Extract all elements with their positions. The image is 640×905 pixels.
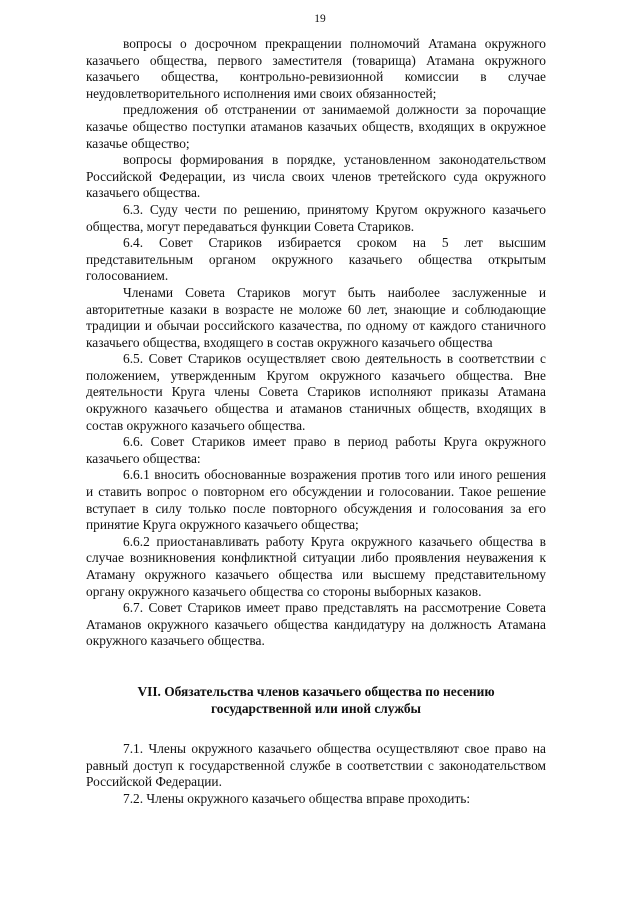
section-heading xyxy=(86,684,546,717)
paragraph: вопросы о досрочном прекращении полномочий Атамана окружного казачьего общества, первого заместителя (товарища) Атамана окружного казачьего общества, контрольно-ревизионной комиссии в случае неудовлетворительного исполнения ими своих обязанностей; xyxy=(86,36,546,101)
page-number: 19 xyxy=(314,13,326,25)
paragraph: 6.6.1 вносить обоснованные возражения против того или иного решения и ставить вопрос о повторном его обсуждении и голосовании. Такое решение вступает в силу только после повторного обсуждения и голосования за его принятие Круга окружного казачьего общества; xyxy=(86,467,546,533)
paragraph: 6.3. Суду чести по решению, принятому Кругом окружного казачьего общества, могут передаваться функции Совета Стариков. xyxy=(86,201,546,234)
paragraph: 6.6.2 приостанавливать работу Круга окружного казачьего общества в случае возникновения конфликтной ситуации либо проявления неуважения к Атаману окружного казачьего общества или высшему представительному органу окружного казачьего общества со стороны выборных казаков. xyxy=(86,533,546,599)
section-heading-line: государственной или иной службы xyxy=(211,700,421,716)
paragraph: 6.5. Совет Стариков осуществляет свою деятельность в соответствии с положением, утвержденным Кругом окружного казачьего общества. Вне деятельности Круга члены Совета Стариков исполняют приказы Атамана окружного казачьего общества и атаманов станичных обществ, входящих в состав окружного казачьего общества. xyxy=(86,351,546,433)
body-text xyxy=(86,36,546,650)
section-heading-line: VII. Обязательства членов казачьего общества по несению xyxy=(137,684,495,699)
paragraph: Членами Совета Стариков могут быть наиболее заслуженные и авторитетные казаки в возрасте не моложе 60 лет, знающие и соблюдающие традиции и обычаи российского казачества, по одному от каждого станичного казачьего общества, входящего в состав окружного казачьего общества xyxy=(86,284,546,350)
paragraph: предложения об отстранении от занимаемой должности за порочащие казачье общество поступки атаманов казачьих обществ, входящих в окружное казачье общество; xyxy=(86,102,546,151)
section-text xyxy=(86,741,546,807)
paragraph: 6.4. Совет Стариков избирается сроком на 5 лет высшим представительным органом окружного казачьего общества открытым голосованием. xyxy=(86,235,546,284)
paragraph: 6.6. Совет Стариков имеет право в период работы Круга окружного казачьего общества: xyxy=(86,434,546,466)
paragraph: 7.2. Члены окружного казачьего общества вправе проходить: xyxy=(123,790,471,806)
paragraph: 7.1. Члены окружного казачьего общества осуществляют свое право на равный доступ к государственной службе в соответствии с законодательством Российской Федерации. xyxy=(86,741,546,790)
paragraph: вопросы формирования в порядке, установленном законодательством Российской Федерации, из числа своих членов третейского суда окружного казачьего общества. xyxy=(86,152,546,201)
paragraph: 6.7. Совет Стариков имеет право представлять на рассмотрение Совета Атаманов окружного казачьего общества кандидатуру на должность Атамана окружного казачьего общества. xyxy=(86,600,546,649)
